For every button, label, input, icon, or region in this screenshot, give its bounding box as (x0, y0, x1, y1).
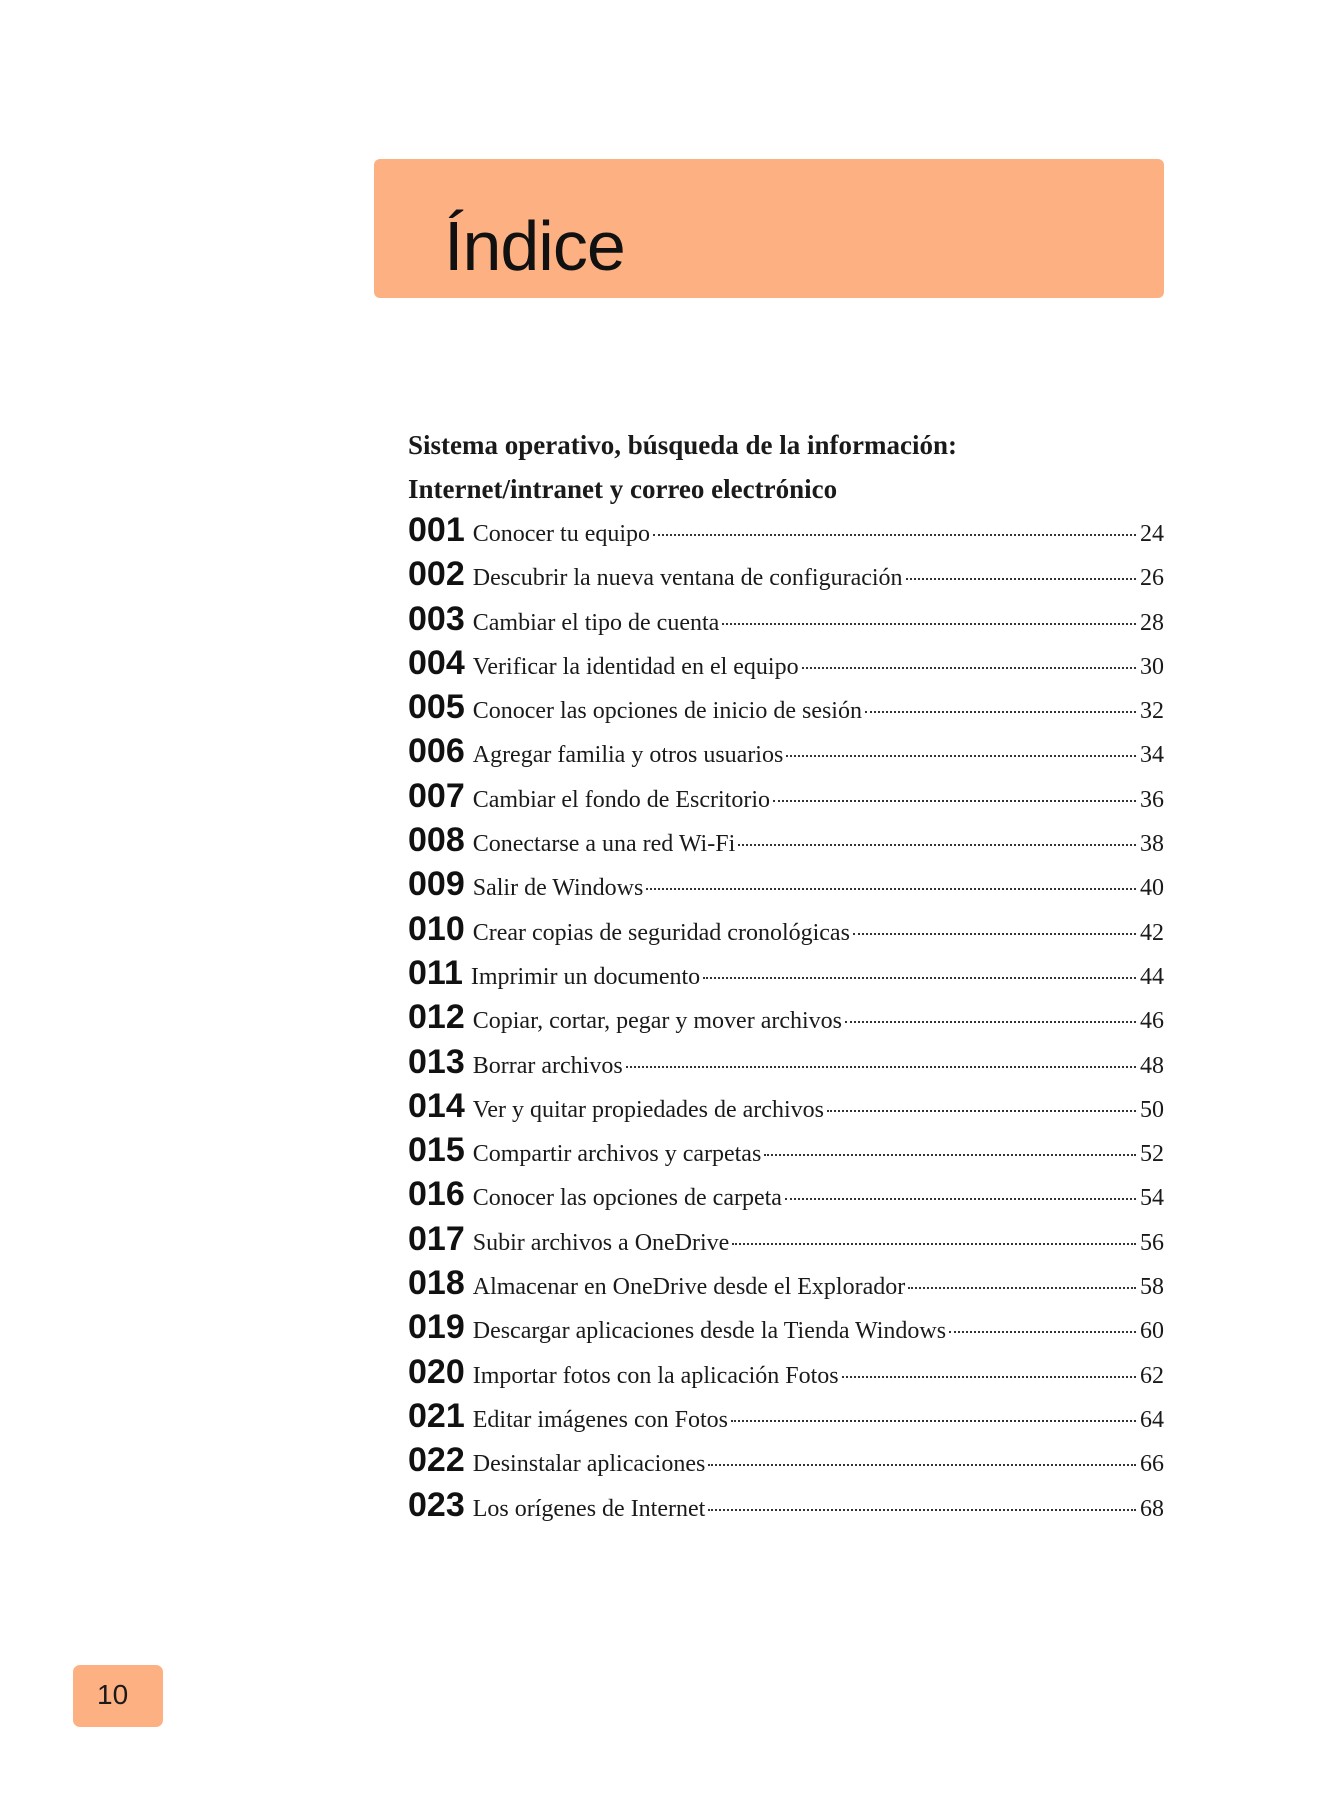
toc-entry-page: 40 (1140, 875, 1164, 902)
toc-entry-page: 28 (1140, 609, 1164, 636)
toc-entry[interactable] (408, 1175, 1164, 1219)
toc-entry[interactable] (408, 1264, 1164, 1308)
toc-entry-page: 66 (1140, 1451, 1164, 1478)
toc-entry-number: 010 (408, 909, 465, 948)
toc-entry-page: 38 (1140, 831, 1164, 858)
toc-entry[interactable] (408, 1486, 1164, 1530)
toc-entry-title: Desinstalar aplicaciones (472, 1451, 706, 1478)
toc-entry-title: Almacenar en OneDrive desde el Explorador (472, 1274, 906, 1301)
toc-entry[interactable] (408, 821, 1164, 865)
toc-entry-page: 64 (1140, 1406, 1164, 1433)
toc-entry-number: 015 (408, 1131, 465, 1170)
dot-leader (786, 755, 1136, 757)
dot-leader (646, 888, 1136, 890)
toc-entry-page: 46 (1140, 1008, 1164, 1035)
toc-entry-title: Borrar archivos (472, 1052, 623, 1079)
dot-leader (731, 1420, 1136, 1422)
dot-leader (853, 933, 1136, 935)
toc-entry[interactable] (408, 1043, 1164, 1087)
toc-entry-page: 26 (1140, 565, 1164, 592)
toc-entry[interactable] (408, 555, 1164, 599)
toc-entry-number: 007 (408, 776, 465, 815)
toc-entry-number: 009 (408, 865, 465, 904)
toc-entry-number: 019 (408, 1308, 465, 1347)
toc-entry[interactable] (408, 1353, 1164, 1397)
toc-entry-number: 012 (408, 998, 465, 1037)
dot-leader (908, 1287, 1136, 1289)
toc-entry[interactable] (408, 1087, 1164, 1131)
toc-entry-number: 008 (408, 821, 465, 860)
toc-entry[interactable] (408, 1397, 1164, 1441)
toc-entry-page: 58 (1140, 1274, 1164, 1301)
toc-entry-title: Editar imágenes con Fotos (472, 1406, 729, 1433)
toc-entry-number: 023 (408, 1485, 465, 1524)
toc-entry-number: 005 (408, 688, 465, 727)
toc-entry-page: 30 (1140, 653, 1164, 680)
toc-entry-title: Descubrir la nueva ventana de configuración (472, 565, 903, 592)
toc-entry[interactable] (408, 954, 1164, 998)
toc-entry[interactable] (408, 644, 1164, 688)
toc-entry-page: 68 (1140, 1495, 1164, 1522)
toc-entry-page: 44 (1140, 963, 1164, 990)
toc-entry[interactable] (408, 1441, 1164, 1485)
toc-entry[interactable] (408, 1308, 1164, 1352)
toc-entry-number: 016 (408, 1175, 465, 1214)
toc-entry[interactable] (408, 600, 1164, 644)
toc-entry[interactable] (408, 998, 1164, 1042)
toc-entry-page: 34 (1140, 742, 1164, 769)
toc-entry-title: Copiar, cortar, pegar y mover archivos (472, 1008, 843, 1035)
toc-entry-title: Descargar aplicaciones desde la Tienda Windows (472, 1318, 947, 1345)
toc-entry-title: Conocer tu equipo (472, 521, 651, 547)
toc-entry-number: 021 (408, 1396, 465, 1435)
dot-leader (842, 1376, 1136, 1378)
toc-entry-title: Crear copias de seguridad cronológicas (472, 919, 850, 946)
toc-entry-page: 60 (1140, 1318, 1164, 1345)
toc-entry[interactable] (408, 1220, 1164, 1264)
table-of-contents (408, 423, 1164, 1530)
toc-entry-number: 006 (408, 732, 465, 771)
toc-entry-page: 48 (1140, 1052, 1164, 1079)
toc-entry-page: 52 (1140, 1141, 1164, 1168)
toc-entry-page: 42 (1140, 919, 1164, 946)
toc-entry-title: Compartir archivos y carpetas (472, 1141, 762, 1168)
toc-entry[interactable] (408, 777, 1164, 821)
toc-entry-page: 62 (1140, 1362, 1164, 1389)
toc-entry-number: 001 (408, 511, 465, 549)
toc-entry-title: Conocer las opciones de carpeta (472, 1185, 782, 1212)
toc-entry-number: 022 (408, 1441, 465, 1480)
toc-entry[interactable] (408, 732, 1164, 776)
header-banner (374, 159, 1164, 298)
page-title: Índice (444, 207, 625, 285)
toc-entry-number: 018 (408, 1264, 465, 1303)
dot-leader (802, 667, 1136, 669)
toc-entry-page: 36 (1140, 786, 1164, 813)
dot-leader (708, 1464, 1136, 1466)
toc-entry-number: 013 (408, 1042, 465, 1081)
page-number: 10 (97, 1679, 129, 1710)
toc-entry-title: Verificar la identidad en el equipo (472, 653, 799, 680)
toc-entry-page: 24 (1140, 521, 1164, 547)
toc-entry-title: Importar fotos con la aplicación Fotos (472, 1362, 839, 1389)
toc-entry[interactable] (408, 688, 1164, 732)
dot-leader (732, 1243, 1136, 1245)
toc-entry-page: 50 (1140, 1096, 1164, 1123)
dot-leader (703, 977, 1136, 979)
toc-entry-title: Subir archivos a OneDrive (472, 1229, 730, 1256)
toc-entry-title: Salir de Windows (472, 875, 644, 902)
section-title-line-2: Internet/intranet y correo electrónico (408, 474, 838, 504)
toc-entry-page: 56 (1140, 1229, 1164, 1256)
toc-entry[interactable] (408, 511, 1164, 555)
dot-leader (773, 800, 1136, 802)
dot-leader (722, 623, 1136, 625)
dot-leader (949, 1331, 1136, 1333)
toc-entry[interactable] (408, 910, 1164, 954)
toc-entry-list (408, 511, 1164, 1530)
dot-leader (845, 1021, 1136, 1023)
dot-leader (626, 1066, 1136, 1068)
toc-entry-title: Conectarse a una red Wi-Fi (472, 831, 736, 858)
toc-entry-page: 32 (1140, 698, 1164, 725)
toc-entry-title: Ver y quitar propiedades de archivos (472, 1096, 824, 1123)
toc-entry-number: 002 (408, 555, 465, 594)
toc-entry[interactable] (408, 1131, 1164, 1175)
dot-leader (906, 578, 1136, 580)
page-number-badge (73, 1665, 163, 1727)
dot-leader (738, 844, 1136, 846)
toc-entry-number: 017 (408, 1219, 465, 1258)
toc-entry-title: Agregar familia y otros usuarios (472, 742, 784, 769)
toc-entry-title: Cambiar el tipo de cuenta (472, 609, 720, 636)
dot-leader (785, 1198, 1136, 1200)
toc-entry-number: 020 (408, 1352, 465, 1391)
toc-entry-title: Cambiar el fondo de Escritorio (472, 786, 770, 813)
toc-entry-title: Los orígenes de Internet (472, 1495, 706, 1522)
dot-leader (865, 711, 1136, 713)
dot-leader (708, 1509, 1136, 1511)
toc-entry-page: 54 (1140, 1185, 1164, 1212)
section-title-line-1: Sistema operativo, búsqueda de la información: (408, 430, 958, 460)
toc-entry[interactable] (408, 865, 1164, 909)
toc-entry-number: 004 (408, 643, 465, 682)
dot-leader (827, 1110, 1136, 1112)
toc-entry-number: 011 (408, 953, 463, 992)
dot-leader (653, 534, 1136, 536)
toc-entry-number: 003 (408, 599, 465, 638)
toc-entry-title: Conocer las opciones de inicio de sesión (472, 698, 862, 725)
toc-entry-number: 014 (408, 1086, 465, 1125)
dot-leader (764, 1154, 1136, 1156)
toc-entry-title: Imprimir un documento (470, 963, 701, 990)
